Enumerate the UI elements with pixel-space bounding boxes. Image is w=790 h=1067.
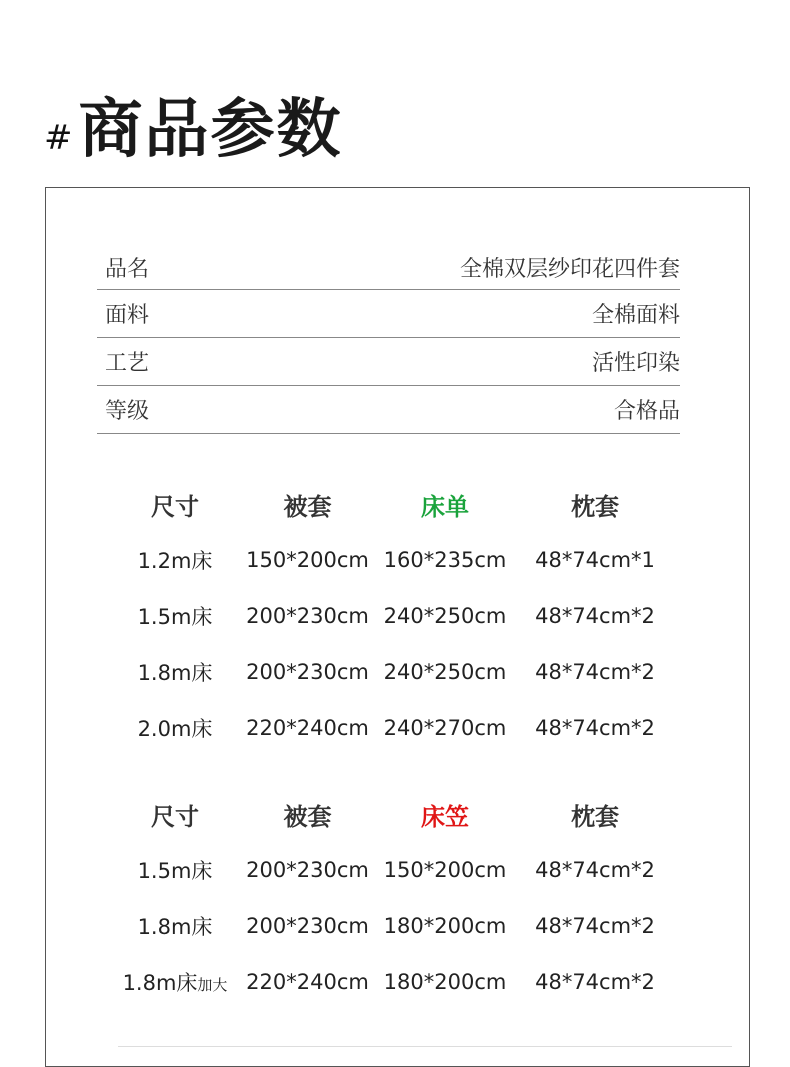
cell-duvet: 220*240cm: [246, 716, 369, 740]
header-size: 尺寸: [151, 492, 199, 521]
cell-duvet: 200*230cm: [246, 858, 369, 882]
cell-fitted-sheet: 180*200cm: [383, 970, 507, 994]
table-header: [105, 786, 675, 842]
size-table-sheet: [105, 476, 675, 756]
cell-sheet: 240*270cm: [383, 716, 507, 740]
title-text: 商品参数: [78, 93, 343, 167]
cell-sheet: 160*235cm: [383, 548, 507, 572]
spec-row-fabric: [97, 290, 680, 338]
cell-pillowcase: 48*74cm*1: [535, 548, 655, 572]
cell-size: [105, 967, 245, 997]
header-pillowcase: 枕套: [571, 802, 619, 831]
cell-duvet: 150*200cm: [246, 548, 369, 572]
spec-row-grade: [97, 386, 680, 434]
cell-pillowcase: 48*74cm*2: [535, 604, 655, 628]
title-hash: #: [44, 118, 73, 158]
header-fitted-sheet: 床笠: [421, 802, 469, 831]
cell-size: 2.0m床: [137, 717, 213, 741]
cell-size: 1.8m床: [137, 661, 213, 685]
spec-row-name: [97, 246, 680, 290]
cell-pillowcase: 48*74cm*2: [535, 970, 655, 994]
header-sheet: 床单: [421, 492, 469, 521]
header-pillowcase: 枕套: [571, 492, 619, 521]
page-title: [44, 78, 343, 170]
table-row: [105, 954, 675, 1010]
cell-duvet: 200*230cm: [246, 604, 369, 628]
cell-pillowcase: 48*74cm*2: [535, 660, 655, 684]
cell-size-text: 1.8m床: [122, 971, 198, 995]
table-header: [105, 476, 675, 532]
spec-value: 全棉双层纱印花四件套: [459, 257, 680, 282]
table-row: [105, 588, 675, 644]
spec-list: [97, 246, 680, 434]
spec-value: 全棉面料: [591, 303, 680, 328]
cell-size: 1.5m床: [137, 859, 213, 883]
cell-size-suffix: 加大: [197, 976, 228, 994]
table-row: [105, 532, 675, 588]
size-table-fitted: [105, 786, 675, 1010]
table-row: [105, 700, 675, 756]
cell-fitted-sheet: 180*200cm: [383, 914, 507, 938]
cell-fitted-sheet: 150*200cm: [383, 858, 507, 882]
cell-pillowcase: 48*74cm*2: [535, 716, 655, 740]
cell-size: 1.2m床: [137, 549, 213, 573]
table-row: [105, 842, 675, 898]
spec-value: 合格品: [613, 399, 680, 424]
cell-sheet: 240*250cm: [383, 660, 507, 684]
cell-pillowcase: 48*74cm*2: [535, 914, 655, 938]
cell-duvet: 220*240cm: [246, 970, 369, 994]
spec-label: 工艺: [105, 351, 150, 376]
spec-label: 面料: [105, 303, 150, 328]
header-duvet: 被套: [283, 802, 332, 831]
spec-value: 活性印染: [591, 351, 680, 376]
spec-label: 等级: [105, 399, 150, 424]
cell-duvet: 200*230cm: [246, 914, 369, 938]
table-row: [105, 898, 675, 954]
spec-row-craft: [97, 338, 680, 386]
cell-size: 1.8m床: [137, 915, 213, 939]
cell-pillowcase: 48*74cm*2: [535, 858, 655, 882]
cell-size: 1.5m床: [137, 605, 213, 629]
header-size: 尺寸: [151, 802, 199, 831]
spec-label: 品名: [105, 257, 150, 282]
cell-sheet: 240*250cm: [383, 604, 507, 628]
cell-duvet: 200*230cm: [246, 660, 369, 684]
header-duvet: 被套: [283, 492, 332, 521]
footer-divider: [118, 1046, 732, 1047]
table-row: [105, 644, 675, 700]
